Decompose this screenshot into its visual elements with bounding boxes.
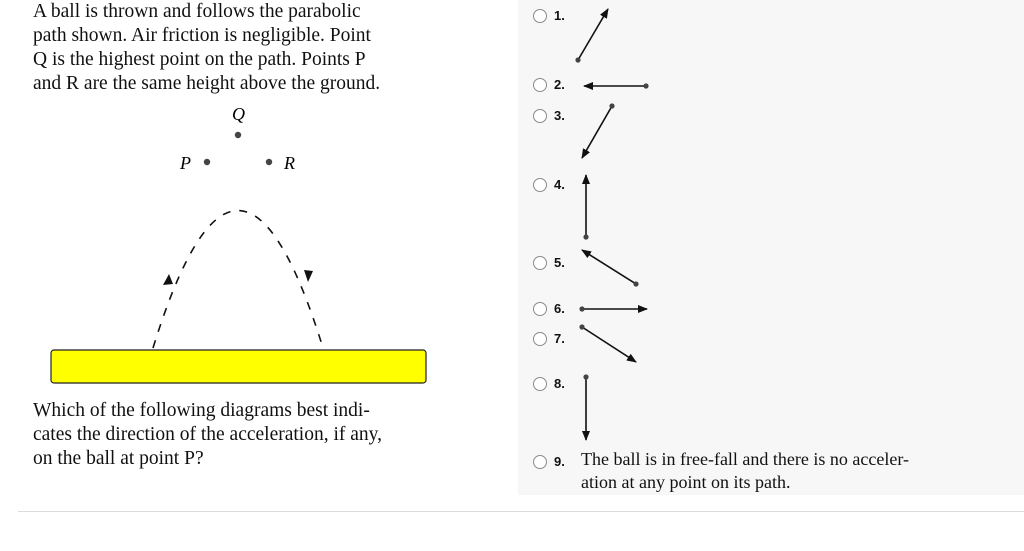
question-text bbox=[33, 0, 443, 96]
option-3-number: 3. bbox=[554, 108, 565, 123]
option-7-arrow-icon bbox=[579, 324, 636, 362]
option-7-number: 7. bbox=[554, 331, 565, 346]
question-line-2: path shown. Air friction is negligible. Point bbox=[33, 25, 371, 46]
option-4-arrow-icon bbox=[583, 175, 588, 240]
option-3-arrow-icon bbox=[582, 103, 615, 158]
question-line-4: and R are the same height above the ground. bbox=[33, 73, 381, 94]
path-arrow-down bbox=[304, 270, 313, 282]
option-1-arrow-icon bbox=[575, 9, 608, 63]
option-4-radio[interactable] bbox=[533, 178, 547, 192]
option-1-number: 1. bbox=[554, 8, 565, 23]
option-8-radio[interactable] bbox=[533, 377, 547, 391]
path-arrow-up bbox=[163, 274, 173, 285]
option-1-radio[interactable] bbox=[533, 9, 547, 23]
point-p bbox=[204, 159, 210, 165]
ground-bar bbox=[51, 350, 426, 383]
prompt-line-3: on the ball at point P? bbox=[33, 448, 204, 469]
option-arrows bbox=[560, 0, 670, 450]
prompt-line-2: cates the direction of the acceleration, if any, bbox=[33, 424, 383, 445]
option-9-text-line-1: The ball is in free-fall and there is no acceler- bbox=[581, 449, 909, 469]
option-8-number: 8. bbox=[554, 376, 565, 391]
label-r: R bbox=[284, 153, 295, 173]
question-line-1: A ball is thrown and follows the parabolic bbox=[33, 1, 361, 22]
option-6-arrow-icon bbox=[579, 306, 647, 311]
point-q bbox=[235, 132, 241, 138]
option-2-arrow-icon bbox=[584, 83, 649, 88]
option-5-arrow-icon bbox=[582, 250, 639, 287]
option-9-number: 9. bbox=[554, 454, 565, 469]
prompt-line-1: Which of the following diagrams best indi- bbox=[33, 400, 370, 421]
option-8-arrow-icon bbox=[583, 374, 588, 440]
label-q: Q bbox=[232, 104, 245, 124]
option-9-text bbox=[581, 448, 981, 494]
option-9-radio[interactable] bbox=[533, 455, 547, 469]
bottom-divider bbox=[18, 511, 1024, 512]
option-5-number: 5. bbox=[554, 255, 565, 270]
option-7-radio[interactable] bbox=[533, 332, 547, 346]
option-5-radio[interactable] bbox=[533, 256, 547, 270]
option-6-number: 6. bbox=[554, 301, 565, 316]
parabolic-path bbox=[153, 211, 323, 349]
label-p: P bbox=[180, 153, 191, 173]
option-3-radio[interactable] bbox=[533, 109, 547, 123]
parabola-figure bbox=[40, 95, 440, 390]
option-2-number: 2. bbox=[554, 77, 565, 92]
option-4-number: 4. bbox=[554, 177, 565, 192]
option-9[interactable] bbox=[533, 454, 565, 469]
question-prompt bbox=[33, 399, 443, 471]
question-line-3: Q is the highest point on the path. Points P bbox=[33, 49, 366, 70]
option-9-text-line-2: ation at any point on its path. bbox=[581, 472, 791, 492]
option-2-radio[interactable] bbox=[533, 78, 547, 92]
option-6-radio[interactable] bbox=[533, 302, 547, 316]
point-r bbox=[266, 159, 272, 165]
